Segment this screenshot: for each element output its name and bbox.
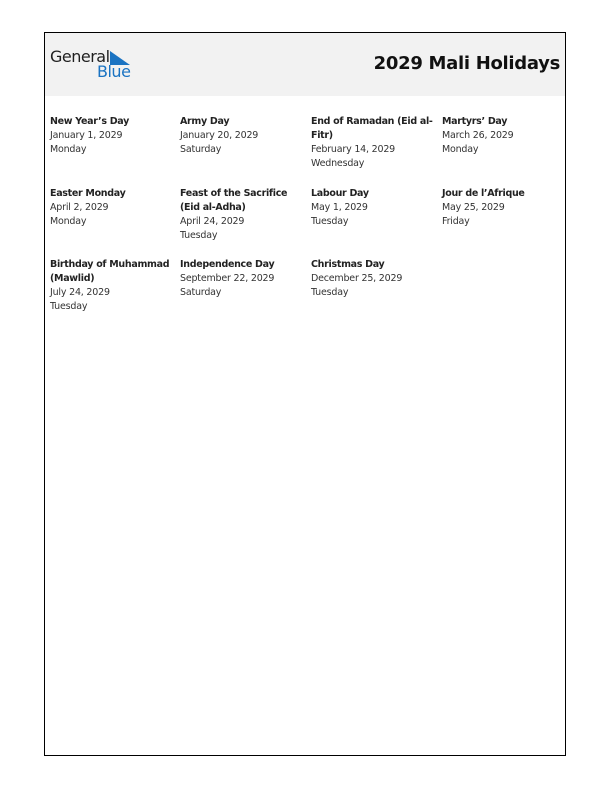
holiday-weekday: Monday [50,144,87,155]
holiday-date: May 1, 2029 [311,202,368,213]
holiday-name: Birthday of Muhammad (Mawlid) [50,259,170,284]
holiday-weekday: Tuesday [50,301,88,312]
holiday-labour-day [311,187,435,229]
holiday-weekday: Saturday [180,144,222,155]
holiday-name: Jour de l’Afrique [442,188,525,199]
holiday-weekday: Friday [442,216,470,227]
holiday-date: January 1, 2029 [50,130,123,141]
holiday-easter-monday [50,187,174,229]
logo-text-general: General [50,47,110,66]
holiday-birthday-of-muhammad [50,258,174,314]
holiday-weekday: Wednesday [311,158,365,169]
holiday-weekday: Monday [442,144,479,155]
holiday-end-of-ramadan [311,115,435,171]
logo-text-blue: Blue [97,62,131,81]
holiday-weekday: Tuesday [311,287,349,298]
generalblue-logo [50,48,140,84]
holiday-date: July 24, 2029 [50,287,110,298]
holiday-name: Martyrs’ Day [442,116,508,127]
holiday-date: January 20, 2029 [180,130,259,141]
page-header [45,33,565,96]
holiday-weekday: Saturday [180,287,222,298]
holiday-name: Labour Day [311,188,369,199]
holiday-army-day [180,115,304,157]
holiday-date: September 22, 2029 [180,273,275,284]
holiday-weekday: Tuesday [180,230,218,241]
holiday-weekday: Tuesday [311,216,349,227]
holiday-name: Independence Day [180,259,275,270]
holiday-date: February 14, 2029 [311,144,396,155]
holiday-name: Army Day [180,116,230,127]
holiday-feast-of-the-sacrifice [180,187,304,243]
holiday-name: New Year’s Day [50,116,129,127]
holiday-martyrs-day [442,115,566,157]
page-title: 2029 Mali Holidays [373,53,560,74]
holiday-name: Christmas Day [311,259,385,270]
holiday-date: May 25, 2029 [442,202,505,213]
holiday-name: Feast of the Sacrifice (Eid al-Adha) [180,188,288,213]
holiday-name: End of Ramadan (Eid al-Fitr) [311,116,433,141]
holiday-name: Easter Monday [50,188,126,199]
holiday-date: April 24, 2029 [180,216,245,227]
holiday-independence-day [180,258,304,300]
holiday-date: December 25, 2029 [311,273,403,284]
holiday-weekday: Monday [50,216,87,227]
holiday-date: March 26, 2029 [442,130,514,141]
holiday-jour-de-lafrique [442,187,566,229]
holiday-date: April 2, 2029 [50,202,109,213]
holiday-christmas-day [311,258,435,300]
holiday-new-years-day [50,115,174,157]
calendar-page [44,32,566,756]
